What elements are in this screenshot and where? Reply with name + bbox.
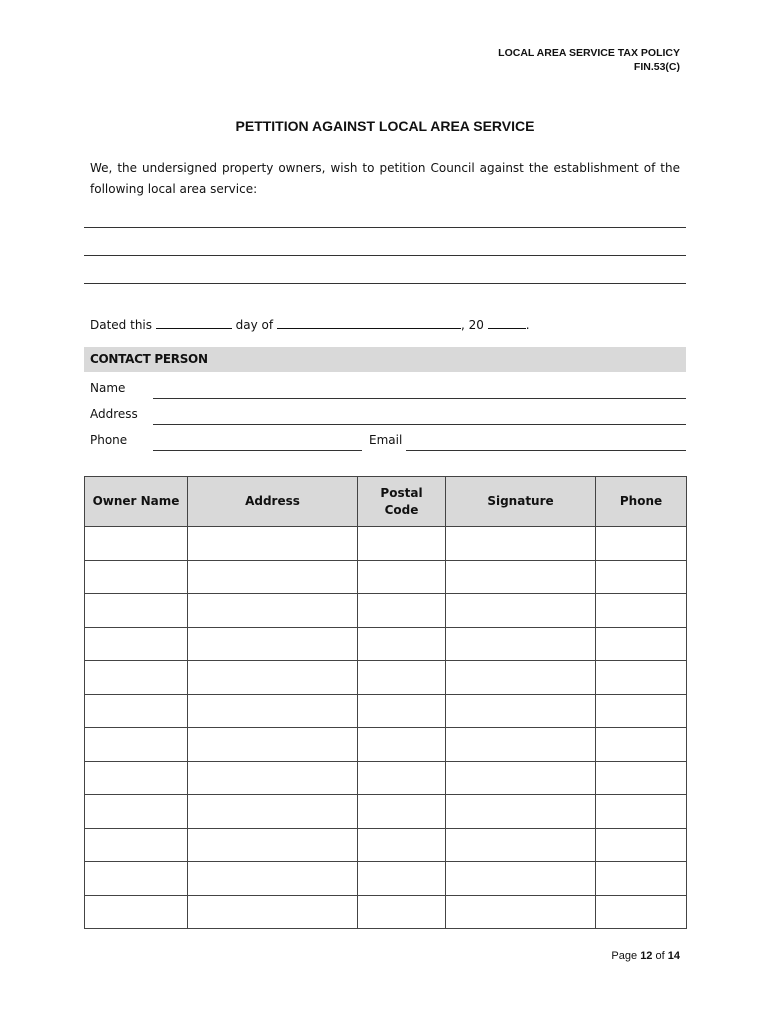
phone-cell[interactable] (596, 694, 687, 728)
phone-cell[interactable] (596, 661, 687, 695)
table-row (85, 594, 687, 628)
contact-person-heading: CONTACT PERSON (90, 352, 208, 366)
postal-code-cell[interactable] (358, 560, 446, 594)
owner-name-cell[interactable] (85, 895, 188, 929)
owner-name-cell[interactable] (85, 527, 188, 561)
page-number: Page 12 of 14 (611, 950, 680, 962)
postal-code-cell[interactable] (358, 795, 446, 829)
owner-name-cell[interactable] (85, 828, 188, 862)
address-cell[interactable] (188, 728, 358, 762)
name-field[interactable] (153, 398, 686, 399)
address-cell[interactable] (188, 661, 358, 695)
header-policy-code: FIN.53(C) (633, 61, 680, 73)
signature-cell[interactable] (446, 661, 596, 695)
table-row (85, 862, 687, 896)
owner-name-cell[interactable] (85, 661, 188, 695)
address-cell[interactable] (188, 895, 358, 929)
address-cell[interactable] (188, 828, 358, 862)
address-cell[interactable] (188, 694, 358, 728)
document-header (498, 46, 680, 74)
phone-cell[interactable] (596, 594, 687, 628)
address-cell[interactable] (188, 594, 358, 628)
signature-cell[interactable] (446, 761, 596, 795)
signature-cell[interactable] (446, 694, 596, 728)
day-blank[interactable] (156, 316, 232, 329)
address-cell[interactable] (188, 795, 358, 829)
phone-cell[interactable] (596, 862, 687, 896)
postal-code-cell[interactable] (358, 895, 446, 929)
owner-name-cell[interactable] (85, 594, 188, 628)
month-blank[interactable] (277, 316, 461, 329)
table-row (85, 728, 687, 762)
phone-cell[interactable] (596, 795, 687, 829)
name-label: Name (90, 381, 126, 395)
phone-cell[interactable] (596, 560, 687, 594)
phone-cell[interactable] (596, 627, 687, 661)
signature-cell[interactable] (446, 828, 596, 862)
signature-cell[interactable] (446, 728, 596, 762)
address-cell[interactable] (188, 761, 358, 795)
address-cell[interactable] (188, 527, 358, 561)
owner-name-cell[interactable] (85, 862, 188, 896)
postal-code-cell[interactable] (358, 862, 446, 896)
col-signature: Signature (446, 477, 596, 527)
table-row (85, 895, 687, 929)
table-row (85, 694, 687, 728)
phone-cell[interactable] (596, 828, 687, 862)
owner-name-cell[interactable] (85, 761, 188, 795)
phone-cell[interactable] (596, 761, 687, 795)
postal-code-cell[interactable] (358, 661, 446, 695)
postal-code-cell[interactable] (358, 761, 446, 795)
phone-label: Phone (90, 433, 128, 447)
col-address: Address (188, 477, 358, 527)
signature-cell[interactable] (446, 627, 596, 661)
signature-cell[interactable] (446, 527, 596, 561)
col-phone: Phone (596, 477, 687, 527)
owner-name-cell[interactable] (85, 560, 188, 594)
owner-name-cell[interactable] (85, 694, 188, 728)
signature-cell[interactable] (446, 895, 596, 929)
email-field[interactable] (406, 450, 686, 451)
owner-name-cell[interactable] (85, 728, 188, 762)
postal-code-cell[interactable] (358, 594, 446, 628)
table-header-row (85, 477, 687, 527)
postal-code-cell[interactable] (358, 527, 446, 561)
col-owner-name: Owner Name (85, 477, 188, 527)
service-description-line-1[interactable] (84, 227, 686, 228)
year-prefix-label: , 20 (460, 318, 484, 332)
table-row (85, 527, 687, 561)
col-postal-code: Postal Code (358, 477, 446, 527)
table-row (85, 627, 687, 661)
table-row (85, 560, 687, 594)
address-cell[interactable] (188, 560, 358, 594)
phone-field[interactable] (153, 450, 362, 451)
intro-paragraph: We, the undersigned property owners, wish to petition Council against the establishment of the following local area service: (90, 161, 680, 196)
table-row (85, 795, 687, 829)
phone-cell[interactable] (596, 527, 687, 561)
dated-this-label: Dated this (90, 318, 153, 332)
postal-code-cell[interactable] (358, 694, 446, 728)
address-label: Address (90, 407, 138, 421)
header-policy-title: LOCAL AREA SERVICE TAX POLICY (498, 47, 680, 59)
phone-cell[interactable] (596, 895, 687, 929)
signature-cell[interactable] (446, 795, 596, 829)
signature-cell[interactable] (446, 560, 596, 594)
email-label: Email (369, 433, 403, 447)
address-cell[interactable] (188, 862, 358, 896)
address-field[interactable] (153, 424, 686, 425)
dated-period: . (525, 318, 530, 332)
signature-cell[interactable] (446, 594, 596, 628)
signature-cell[interactable] (446, 862, 596, 896)
dated-line (90, 316, 530, 332)
phone-cell[interactable] (596, 728, 687, 762)
service-description-line-2[interactable] (84, 255, 686, 256)
address-cell[interactable] (188, 627, 358, 661)
postal-code-cell[interactable] (358, 828, 446, 862)
table-row (85, 761, 687, 795)
postal-code-cell[interactable] (358, 728, 446, 762)
day-of-label: day of (235, 318, 274, 332)
petition-signature-table (84, 476, 687, 929)
page-title: PETTITION AGAINST LOCAL AREA SERVICE (235, 118, 535, 134)
owner-name-cell[interactable] (85, 795, 188, 829)
table-row (85, 828, 687, 862)
postal-code-cell[interactable] (358, 627, 446, 661)
table-row (85, 661, 687, 695)
owner-name-cell[interactable] (85, 627, 188, 661)
year-blank[interactable] (488, 316, 526, 329)
service-description-line-3[interactable] (84, 283, 686, 284)
contact-person-heading-bar (84, 347, 686, 372)
